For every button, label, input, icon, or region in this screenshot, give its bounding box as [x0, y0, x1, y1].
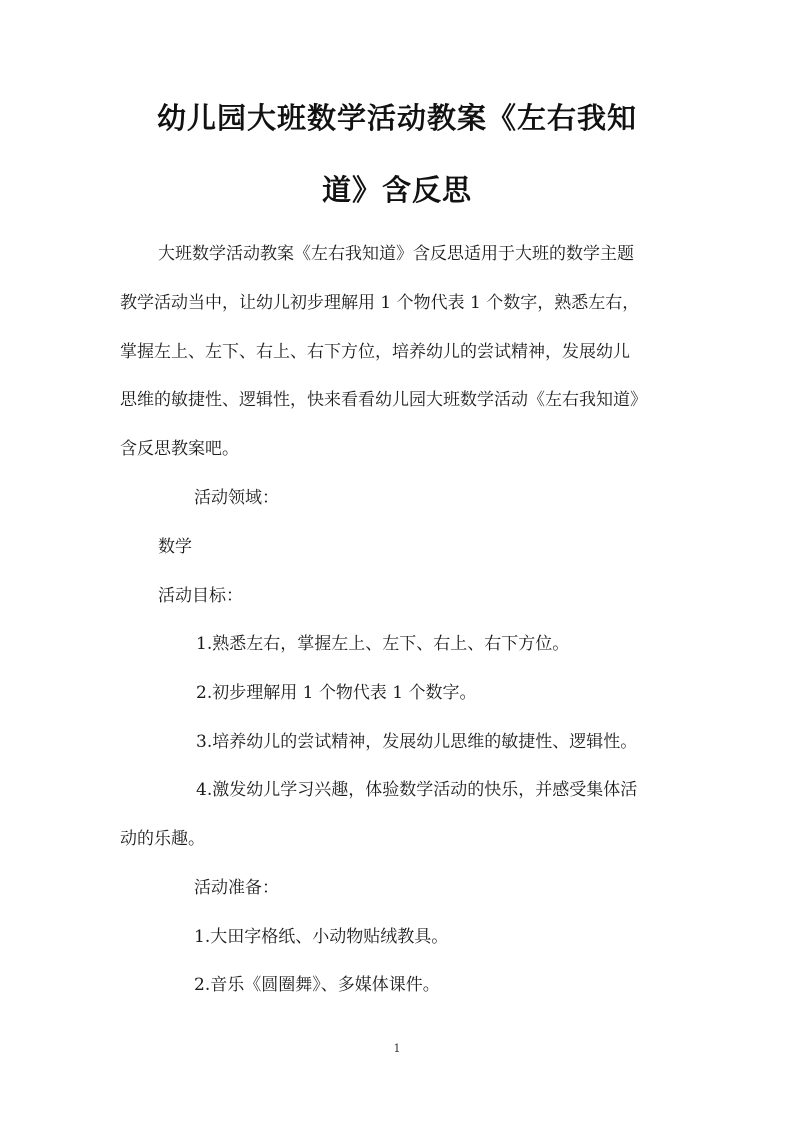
intro-line-3: 掌握左上、左下、右上、右下方位，培养幼儿的尝试精神，发展幼儿 — [120, 342, 630, 362]
domain-value: 数学 — [158, 537, 192, 557]
goal-item-3: 3.培养幼儿的尝试精神，发展幼儿思维的敏捷性、逻辑性。 — [196, 732, 638, 752]
goal-item-1: 1.熟悉左右，掌握左上、左下、右上、右下方位。 — [196, 634, 570, 654]
goal-item-2: 2.初步理解用 1 个物代表 1 个数字。 — [196, 683, 477, 703]
section-heading-preparation: 活动准备： — [194, 878, 279, 898]
document-title-line-2: 道》含反思 — [321, 173, 472, 207]
intro-line-5: 含反思教案吧。 — [120, 439, 239, 459]
preparation-item-1: 1.大田字格纸、小动物贴绒教具。 — [194, 927, 449, 947]
goal-item-4: 4.激发幼儿学习兴趣，体验数学活动的快乐，并感受集体活 — [196, 780, 638, 800]
page-number: 1 — [393, 1042, 401, 1055]
intro-line-4: 思维的敏捷性、逻辑性，快来看看幼儿园大班数学活动《左右我知道》 — [120, 390, 647, 410]
section-heading-goals: 活动目标： — [158, 586, 243, 606]
preparation-item-2: 2.音乐《圆圈舞》、多媒体课件。 — [194, 975, 440, 995]
intro-line-1: 大班数学活动教案《左右我知道》含反思适用于大班的数学主题 — [158, 244, 634, 264]
document-title-line-1: 幼儿园大班数学活动教案《左右我知 — [156, 101, 637, 135]
intro-line-2: 教学活动当中，让幼儿初步理解用 1 个物代表 1 个数字，熟悉左右， — [120, 293, 640, 313]
goal-item-4-continuation: 动的乐趣。 — [120, 829, 205, 849]
section-heading-domain: 活动领域： — [194, 488, 279, 508]
